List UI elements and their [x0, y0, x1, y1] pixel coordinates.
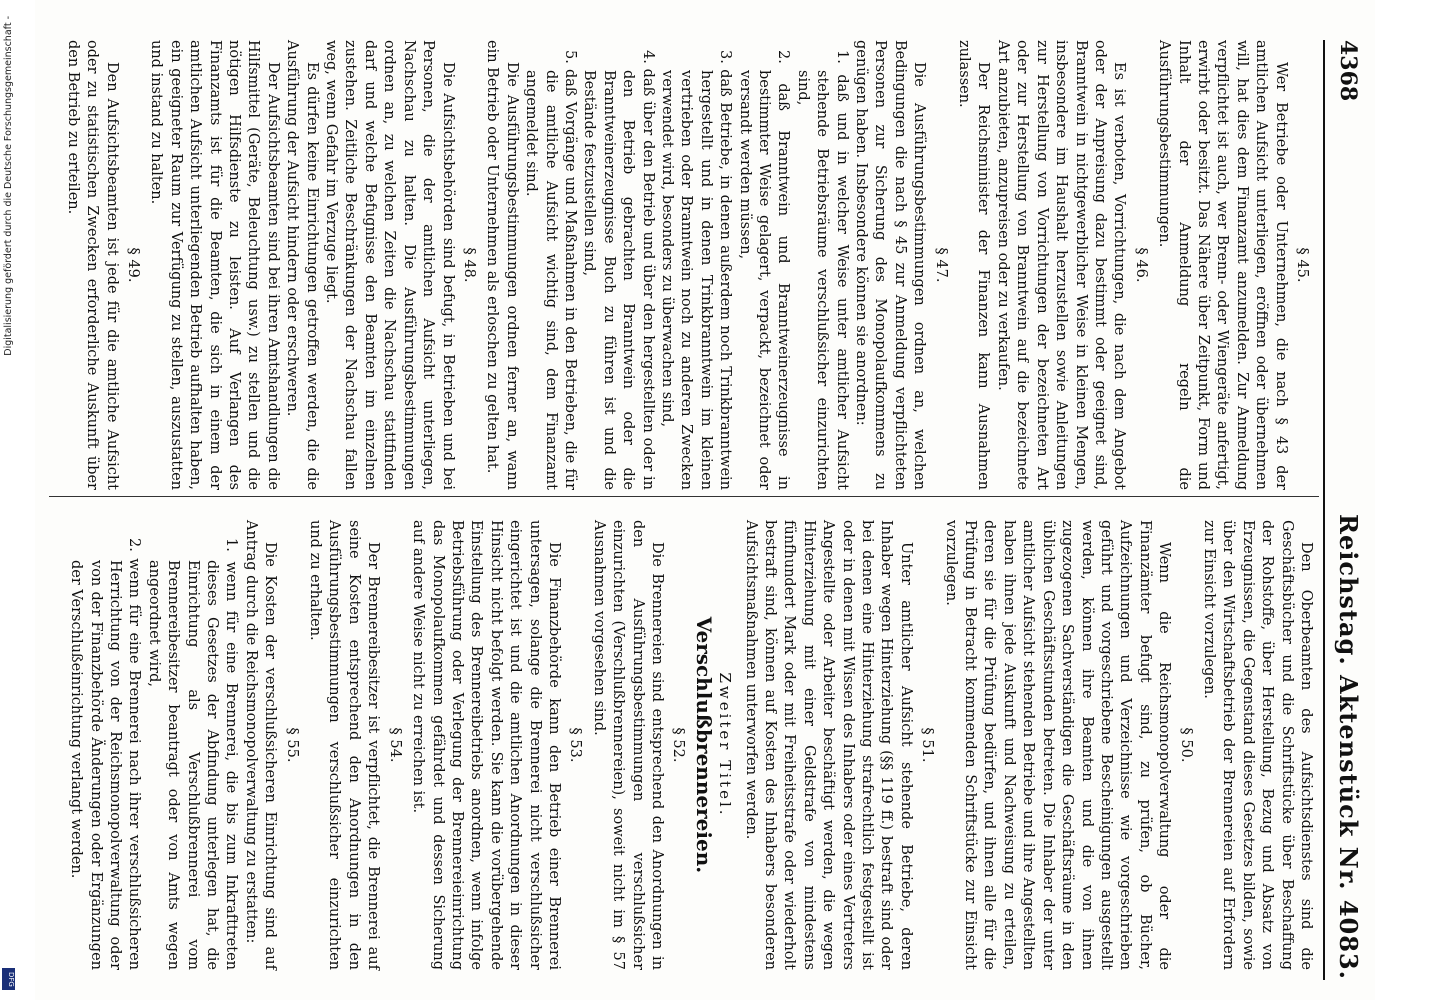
left-column — [62, 40, 1315, 490]
credit-text: Digitalisierung gefördert durch die Deutsche Forschungsgemeinschaft - — [3, 16, 14, 356]
list-item: 2. wenn für eine Brennerei nach ihrer verschlußsicheren Herrichtung von der Reichsmonopolverwaltung oder von der Finanzbehörde Änderungen oder Ergänzungen der Verschlußeinrichtung verlangt werden. — [68, 538, 143, 970]
paragraph: Es dürfen keine Einrichtungen getroffen werden, die die Ausführung der Aufsicht hindern oder erschweren. — [284, 40, 320, 490]
paragraph: Die Aufsichtsbehörden sind befugt, in Betrieben und bei Personen, die der amtlichen Aufsicht unterliegen, Nachschau zu halten. Die Ausführungsbestimmungen ordnen an, zu welchen Zeiten die Nachschau stattfinden darf und welche Befugnisse den Beamten im einzelnen zustehen. Zeitliche Beschränkungen der Nachschau fallen weg, wenn Gefahr im Verzuge liegt. — [323, 40, 456, 490]
column-divider — [49, 496, 1319, 497]
digitization-credit — [2, 10, 16, 990]
section-heading: § 52. — [670, 727, 687, 763]
paragraph: Die Kosten der verschlußsicheren Einrichtung sind auf Antrag durch die Reichsmonopolverwaltung zu erstatten: — [242, 520, 279, 970]
paragraph: Der Reichsminister der Finanzen kann Ausnahmen zulassen. — [956, 40, 992, 490]
list-item: 1. wenn für eine Brennerei, die bis zum Inkrafttreten dieses Gesetzes der Abfindung unterlegen hat, die Einrichtung als Verschlußbrennerei vom Brennereibesitzer beantragt oder von Amts wegen angeordnet wird, — [145, 538, 240, 970]
list-item: 4. daß über den Betrieb und über den hergestellten oder in den Betrieb gebrachten Branntwein oder die Branntweinerzeugnisse Buch zu führen ist und die Bestände festzustellen sind, — [581, 50, 656, 490]
title-subheading: Verschlußbrennereien. — [691, 616, 716, 874]
paragraph: Der Brennereibesitzer ist verpflichtet, die Brennerei auf seine Kosten entsprechend den Anordnungen in den Ausführungsbestimmungen verschlußsicher einzurichten und zu erhalten. — [307, 520, 382, 970]
section-heading: § 47. — [932, 247, 949, 283]
paragraph: Der Aufsichtsbeamten sind bei ihren Amtshandlungen die Hilfsmittel (Geräte, Beleuchtung usw.) zu stellen und die nötigen Hilfsdienste zu leisten. Auf Verlangen des Finanzamts ist für die Beamten, die sich in einem der amtlichen Aufsicht unterliegenden Betrieb aufhalten haben, ein geeigneter Raum zur Verfügung zu stellen, auszustatten und instand zu halten. — [148, 40, 281, 490]
document-page — [35, 0, 1375, 1000]
list-item: 1. daß und in welcher Weise unter amtlicher Aufsicht stehende Betriebsräume verschlußsicher einzurichten sind, — [794, 50, 850, 490]
list-item: 3. daß Betriebe, in denen außerdem noch Trinkbranntwein hergestellt und in denen Trinkbranntwein im kleinen vertrieben oder Branntwein noch zu anderen Zwecken verwendet wird, besonders zu überwachen sind, — [659, 50, 734, 490]
section-heading: § 49. — [125, 247, 142, 283]
section-heading: § 46. — [1132, 247, 1149, 283]
running-title: Reichstag. Aktenstück Nr. 4083. — [1334, 514, 1363, 980]
paragraph: Es ist verboten, Vorrichtungen, die nach dem Angebot oder der Anpreisung dazu bestimmt oder geeignet sind, Branntwein in nichtgewerblicher Weise in kleinen Mengen, insbesondere im Haushalt herzustellen sowie Anleitungen zur Herstellung von Vorrichtungen der bezeichneten Art oder zur Herstellung von Branntwein auf die bezeichnete Art anzubieten, anzupreisen oder zu verkaufen. — [994, 40, 1128, 490]
paragraph: Die Ausführungsbestimmungen ordnen ferner an, wann ein Betrieb oder Unternehmen als erloschen zu gelten hat. — [484, 40, 520, 490]
section-heading: § 45. — [1294, 247, 1310, 283]
list-item: 5. daß Vorgänge und Maßnahmen in den Betrieben, die für die amtliche Aufsicht wichtig sind, dem Finanzamt angemeldet sind. — [523, 50, 578, 490]
list-item: 2. daß Branntwein und Branntweinerzeugnisse in bestimmter Weise gelagert, verpackt, bezeichnet oder versandt werden müssen, — [736, 50, 792, 490]
paragraph: Wer Betriebe oder Unternehmen, die nach § 43 der amtlichen Aufsicht unterliegen, eröffnen oder übernehmen will, hat dies dem Finanzamt anzumelden. Zur Anmeldung verpflichtet ist auch, wer Brenn- oder Wiengeräte anfertigt, erwirbt oder besitzt. Das Nähere über Zeitpunkt, Form und Inhalt der Anmeldung regeln die Ausführungsbestimmungen. — [1156, 40, 1289, 490]
paragraph: Die Brennereien sind entsprechend den Anordnungen in den Ausführungsbestimmungen verschlußsicher einzurichten (Verschlußbrennereien), soweit nicht im § 57 Ausnahmen vorgesehen sind. — [590, 520, 665, 970]
section-heading: § 48. — [460, 247, 477, 283]
paragraph: Die Finanzbehörde kann den Betrieb einer Brennerei untersagen, solange die Brennerei nicht verschlußsicher eingerichtet ist und die amtlichen Anordnungen in dieser Hinsicht nicht befolgt werden. Sie kann die vorübergehende Einstellung des Brennereibetriebs anordnen, wenn infolge Betriebsführung oder Verlegung der Brennereieinrichtung das Monopolaufkommen gefährdet und dessen Sicherung auf andere Weise nicht zu erreichen ist. — [410, 520, 562, 970]
section-heading: § 50. — [1177, 727, 1194, 763]
section-heading: § 55. — [283, 727, 300, 763]
paragraph: Den Oberbeamten des Aufsichtsdienstes sind die Geschäftsbücher und die Schriftstücke über Beschaffung der Rohstoffe, über Herstellung, Bezug und Absatz von Erzeugnissen, die Gegenstand dieses Gesetzes bilden, sowie über den Wirtschaftsbetrieb der Brennereien auf Erfordern zur Einsicht vorzulegen. — [1200, 520, 1314, 970]
paragraph: Wenn die Reichsmonopolverwaltung oder die Finanzämter befugt sind, zu prüfen, ob Bücher, Aufzeichnungen und Verzeichnisse wie vorgeschrieben geführt und vorgeschriebene Bescheinigungen ausgestellt werden, können ihre Beamten und die von ihnen zugezogenen Sachverständigen die Geschäftsräume in den üblichen Geschäftsstunden betreten. Die Inhaber der unter amtlicher Aufsicht stehenden Betriebe und ihre Angestellten haben ihnen jede Auskunft und Nachweisung zu erteilen, deren sie für die Prüfung bedürfen, und ihnen alle für die Prüfung in Betracht kommenden Schriftstücke zur Einsicht vorzulegen. — [942, 520, 1173, 970]
section-heading: § 54. — [386, 727, 403, 763]
paragraph: Unter amtlicher Aufsicht stehende Betriebe, deren Inhaber wegen Hinterziehung (§§ 119 ff.) bestraft sind oder bei denen eine Hinterziehung strafrechtlich festgestellt ist oder in denen mit Wissen des Inhabers oder eines Vertreters Angestellte oder Arbeiter beschäftigt werden, die wegen Hinterziehung mit einer Geldstrafe von mindestens fünfhundert Mark oder mit Freiheitsstrafe oder wiederholt bestraft sind, können auf Kosten des Inhabers besonderen Aufsichtsmaßnahmen unterworfen werden. — [742, 520, 914, 970]
dfg-logo: DFG — [2, 968, 15, 990]
section-heading: § 53. — [567, 727, 584, 763]
right-column — [66, 520, 1315, 970]
paragraph: Den Aufsichtsbeamten ist jede für die amtliche Aufsicht oder zu statistischen Zwecken erforderliche Auskunft über den Betrieb zu erteilen. — [64, 40, 120, 490]
section-heading: § 51. — [919, 727, 936, 763]
paragraph: Die Ausführungsbestimmungen ordnen an, welchen Bedingungen die nach § 45 zur Anmeldung verpflichteten Personen zur Sicherung des Monopolaufkommens zu genügen haben. Insbesondere können sie anordnen: — [853, 40, 928, 490]
page-number: 4368 — [1335, 40, 1361, 102]
page-header — [1323, 40, 1369, 980]
title-heading: Zweiter Titel. — [716, 672, 735, 818]
